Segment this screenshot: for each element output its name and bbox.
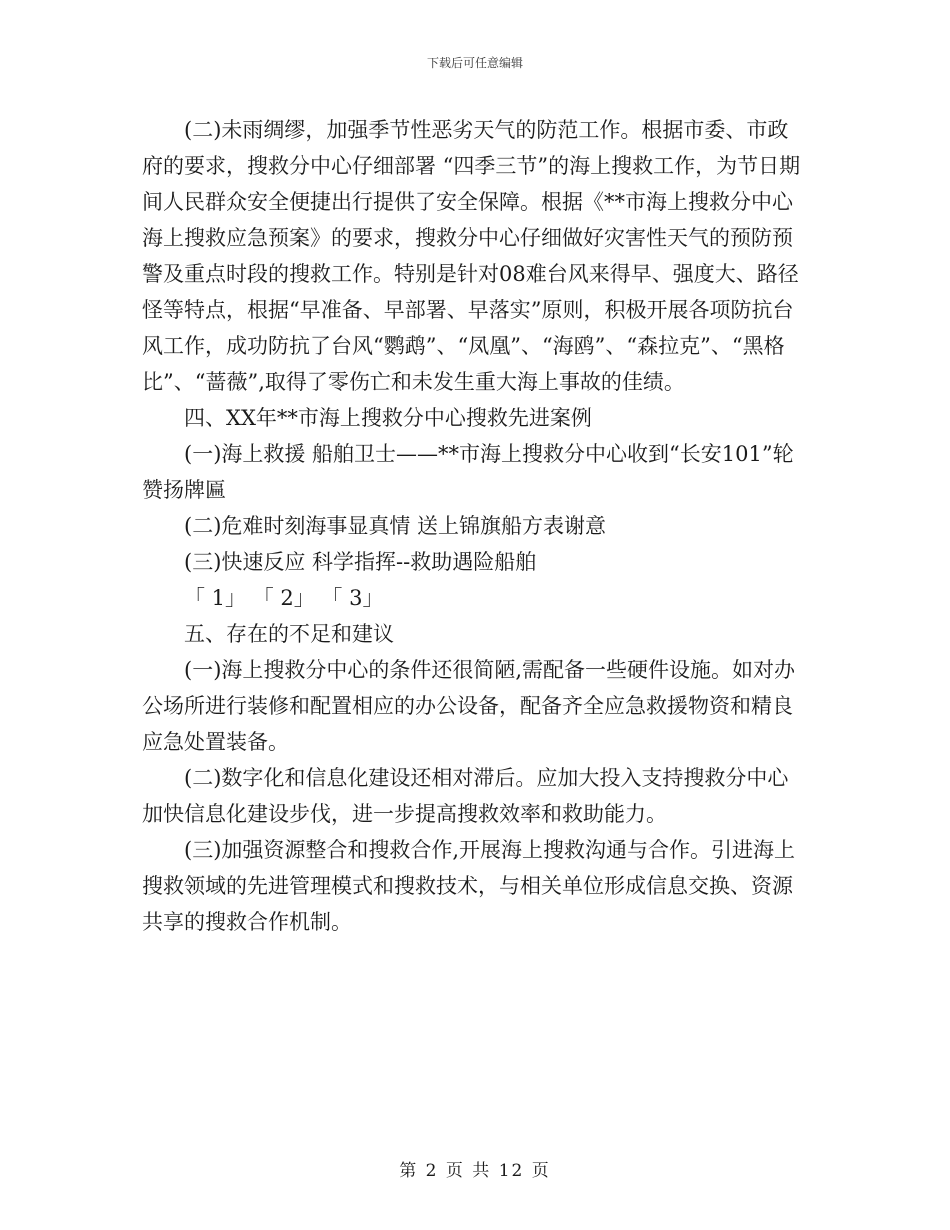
paragraph-suggestion-2: (二)数字化和信息化建设还相对滞后。应加大投入支持搜救分中心加快信息化建设步伐，进一步提高搜救效率和救助能力。 bbox=[142, 766, 789, 826]
document-body bbox=[142, 112, 808, 940]
paragraph-case-2: (二)危难时刻海事显真情 送上锦旗船方表谢意 bbox=[184, 514, 607, 538]
paragraph-case-1: (一)海上救援 船舶卫士——**市海上搜救分中心收到“长安101”轮赞扬牌匾 bbox=[142, 442, 794, 502]
paragraph-suggestion-3: (三)加强资源整合和搜救合作,开展海上搜救沟通与合作。引进海上搜救领域的先进管理模式和搜救技术，与相关单位形成信息交换、资源共享的搜救合作机制。 bbox=[142, 838, 796, 934]
paragraph-case-3: (三)快速反应 科学指挥--救助遇险船舶 bbox=[184, 550, 537, 574]
reference-markers: 「 1」 「 2」 「 3」 bbox=[184, 586, 384, 610]
page-header-note: 下载后可任意编辑 bbox=[426, 56, 523, 70]
paragraph-suggestion-1: (一)海上搜救分中心的条件还很简陋,需配备一些硬件设施。如对办公场所进行装修和配置相应的办公设备，配备齐全应急救援物资和精良应急处置装备。 bbox=[142, 658, 796, 754]
paragraph-typhoon-prevention: (二)未雨绸缪，加强季节性恶劣天气的防范工作。根据市委、市政府的要求，搜救分中心仔细部署 “四季三节”的海上搜救工作，为节日期间人民群众安全便捷出行提供了安全保障。根据《**市海上搜救分中心海上搜救应急预案》的要求，搜救分中心仔细做好灾害性天气的预防预警及重点时段的搜救工作。特别是针对08难台风来得早、强度大、路径怪等特点，根据“早准备、早部署、早落实”原则，积极开展各项防抗台风工作，成功防抗了台风“鹦鹉”、“凤凰”、“海鸥”、“森拉克”、“黑格比”、“蔷薇”,取得了零伤亡和未发生重大海上事故的佳绩。 bbox=[142, 118, 801, 394]
section-heading-cases: 四、XX年**市海上搜救分中心搜救先进案例 bbox=[184, 406, 592, 430]
page-number-footer: 第 2 页 共 12 页 bbox=[399, 1161, 551, 1181]
section-heading-shortcomings: 五、存在的不足和建议 bbox=[184, 622, 394, 646]
